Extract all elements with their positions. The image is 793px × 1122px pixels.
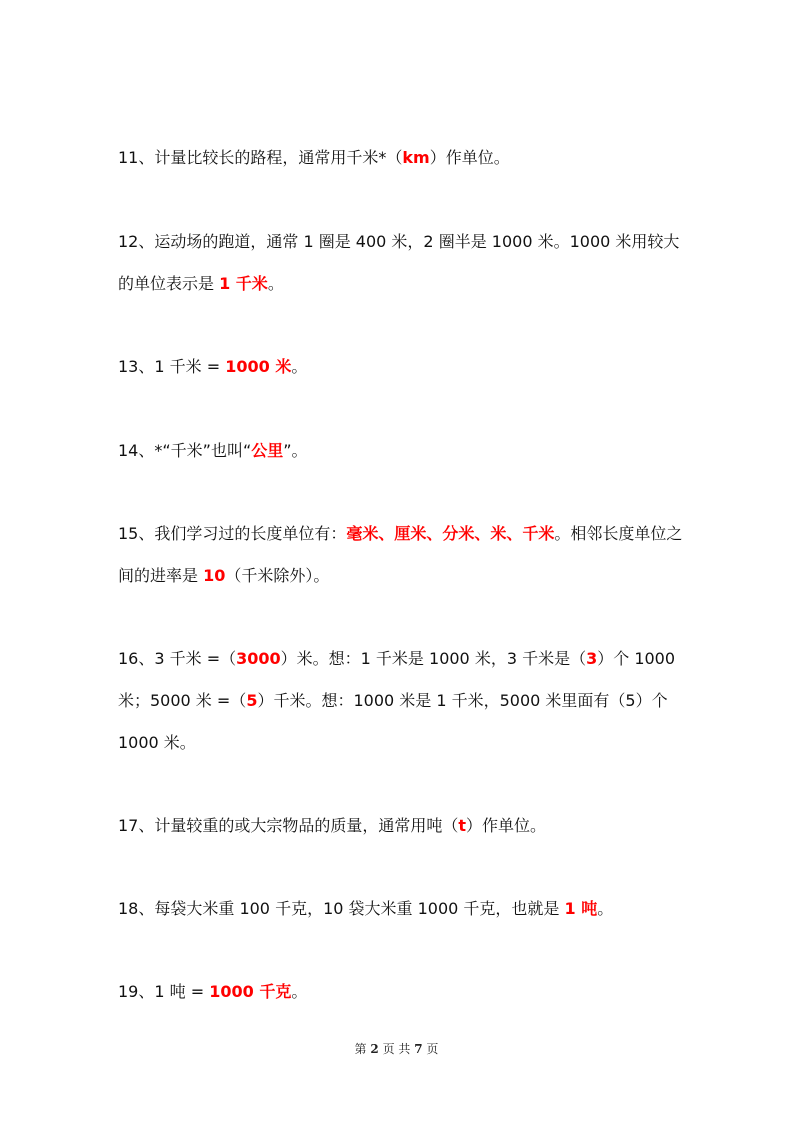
footer-total-pages: 7 bbox=[414, 1042, 423, 1056]
item-19 bbox=[118, 971, 688, 1013]
item-14 bbox=[118, 430, 688, 472]
footer-prefix: 第 bbox=[354, 1042, 367, 1056]
item-19-text-2: 。 bbox=[291, 982, 308, 1001]
item-16-answer-3: 5 bbox=[246, 691, 258, 710]
item-17-text-1: 17、计量较重的或大宗物品的质量，通常用吨（ bbox=[118, 816, 459, 835]
item-15-text-1: 15、我们学习过的长度单位有： bbox=[118, 524, 347, 543]
item-12 bbox=[118, 221, 688, 305]
item-16-answer-2: 3 bbox=[586, 649, 598, 668]
item-18-answer-1: 1 吨 bbox=[564, 899, 598, 918]
item-18 bbox=[118, 888, 688, 930]
item-15-text-2: 。相邻长度单位之间的进率是 bbox=[118, 524, 683, 585]
page-footer bbox=[0, 1040, 793, 1057]
item-15-answer-2: 10 bbox=[203, 566, 226, 585]
item-19-answer-1: 1000 千克 bbox=[209, 982, 292, 1001]
item-16-answer-1: 3000 bbox=[236, 649, 281, 668]
item-13-text-1: 13、1 千米 = bbox=[118, 357, 226, 376]
item-11-answer-1: km bbox=[402, 148, 430, 167]
item-17-text-2: ）作单位。 bbox=[466, 816, 547, 835]
item-13-answer-1: 1000 米 bbox=[225, 357, 292, 376]
item-19-text-1: 19、1 吨 = bbox=[118, 982, 210, 1001]
item-15 bbox=[118, 513, 688, 597]
footer-page-number: 2 bbox=[370, 1042, 379, 1056]
item-17-answer-1: t bbox=[458, 816, 467, 835]
item-14-text-1: 14、*“千米”也叫“ bbox=[118, 441, 252, 460]
item-14-answer-1: 公里 bbox=[251, 441, 284, 460]
item-12-text-1: 12、运动场的跑道，通常 1 圈是 400 米，2 圈半是 1000 米。1000 米用较大的单位表示是 bbox=[118, 232, 680, 293]
item-16-text-2: ）米。想：1 千米是 1000 米，3 千米是（ bbox=[280, 649, 587, 668]
item-12-answer-1: 1 千米 bbox=[219, 274, 268, 293]
item-15-answer-1: 毫米、厘米、分米、米、千米 bbox=[346, 524, 555, 543]
item-15-text-3: （千米除外）。 bbox=[225, 566, 330, 585]
item-16-text-3: ）个 1000 米；5000 米 =（ bbox=[118, 649, 676, 710]
item-14-text-2: ”。 bbox=[283, 441, 308, 460]
item-11 bbox=[118, 137, 688, 179]
item-18-text-2: 。 bbox=[597, 899, 614, 918]
item-11-text-2: ）作单位。 bbox=[429, 148, 510, 167]
footer-suffix: 页 bbox=[426, 1042, 439, 1056]
item-16 bbox=[118, 638, 688, 764]
item-16-text-4: ）千米。想：1000 米是 1 千米，5000 米里面有（5）个 1000 米。 bbox=[118, 691, 668, 752]
item-11-text-1: 11、计量比较长的路程，通常用千米*（ bbox=[118, 148, 403, 167]
item-13-text-2: 。 bbox=[291, 357, 308, 376]
item-17 bbox=[118, 805, 688, 847]
footer-mid: 页 共 bbox=[382, 1042, 411, 1056]
item-12-text-2: 。 bbox=[267, 274, 284, 293]
item-16-text-1: 16、3 千米 =（ bbox=[118, 649, 237, 668]
item-13 bbox=[118, 346, 688, 388]
item-18-text-1: 18、每袋大米重 100 千克，10 袋大米重 1000 千克，也就是 bbox=[118, 899, 565, 918]
